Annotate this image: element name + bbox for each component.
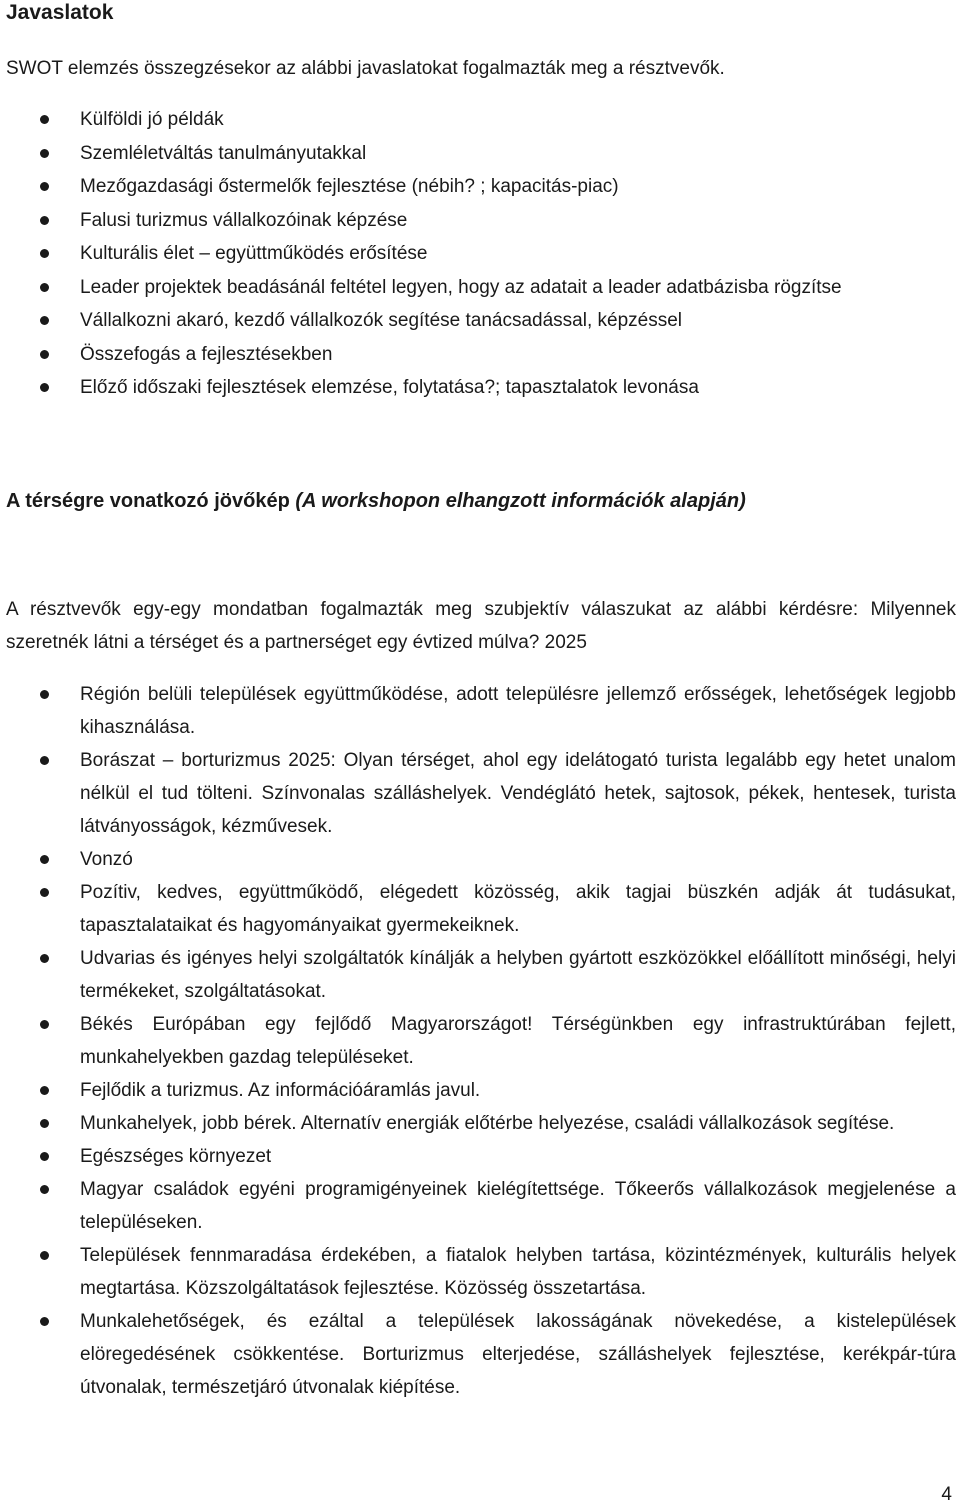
list-item-text: Összefogás a fejlesztésekben	[80, 343, 333, 365]
vision-heading-bold: A térségre vonatkozó jövőkép	[6, 490, 290, 512]
list-item	[0, 1239, 956, 1305]
bullet-icon	[40, 954, 49, 963]
bullet-icon	[40, 316, 49, 325]
list-item	[0, 308, 960, 342]
bullet-icon	[40, 1086, 49, 1095]
list-item-text: Kulturális élet – együttműködés erősítése	[80, 243, 428, 264]
section-heading: Javaslatok	[6, 1, 114, 24]
bullet-icon	[40, 216, 49, 225]
list-item-text: Régión belüli települések együttműködése, adott településre jellemző erősségek, lehetőségek legjobb kihasználása.	[80, 684, 956, 738]
list-item-text: Külföldi jó példák	[80, 109, 224, 130]
list-item-text: Egészséges környezet	[80, 1146, 272, 1167]
list-item	[0, 208, 960, 242]
list-item-text: Mezőgazdasági őstermelők fejlesztése (nébih? ; kapacitás-piac)	[80, 176, 619, 197]
list-item-text: Vállalkozni akaró, kezdő vállalkozók segítése tanácsadással, képzéssel	[80, 310, 682, 331]
bullet-icon	[40, 1185, 49, 1194]
list-item	[0, 843, 956, 876]
vision-heading-italic: (A workshopon elhangzott információk alapján)	[295, 490, 746, 512]
list-item	[0, 107, 960, 141]
bullet-icon	[40, 182, 49, 191]
bullet-icon	[40, 149, 49, 158]
bullet-icon	[40, 1251, 49, 1260]
list-item	[0, 1305, 956, 1404]
list-item	[0, 241, 960, 275]
list-item	[0, 1107, 956, 1140]
proposal-list	[0, 107, 960, 409]
list-item	[0, 141, 960, 175]
bullet-icon	[40, 855, 49, 864]
list-item-text: Békés Európában egy fejlődő Magyarországot! Térségünkben egy infrastruktúrában fejlett, munkahelyekben gazdag településeket.	[80, 1014, 956, 1068]
list-item-text: Települések fennmaradása érdekében, a fiatalok helyben tartása, közintézmények, kulturális helyek megtartása. Közszolgáltatások fejlesztése. Közösség összetartása.	[80, 1245, 956, 1299]
list-item	[0, 942, 956, 1008]
list-item-text: Leader projektek beadásánál feltétel legyen, hogy az adatait a leader adatbázisba rögzítse	[80, 276, 842, 298]
bullet-icon	[40, 115, 49, 124]
bullet-icon	[40, 1152, 49, 1161]
list-item	[0, 174, 960, 208]
list-item-text: Fejlődik a turizmus. Az információáramlás javul.	[80, 1080, 481, 1101]
bullet-icon	[40, 1020, 49, 1029]
list-item-text: Munkahelyek, jobb bérek. Alternatív energiák előtérbe helyezése, családi vállalkozások segítése.	[80, 1113, 895, 1134]
bullet-icon	[40, 1317, 49, 1326]
list-item-text: Vonzó	[80, 849, 133, 870]
list-item	[0, 876, 956, 942]
list-item-text: Előző időszaki fejlesztések elemzése, folytatása?; tapasztalatok levonása	[80, 377, 699, 398]
page-number: 4	[941, 1484, 952, 1505]
list-item-text: Falusi turizmus vállalkozóinak képzése	[80, 209, 408, 231]
bullet-icon	[40, 888, 49, 897]
list-item	[0, 1173, 956, 1239]
bullet-icon	[40, 756, 49, 765]
bullet-icon	[40, 283, 49, 292]
list-item	[0, 744, 956, 843]
list-item	[0, 375, 960, 409]
vision-heading	[6, 487, 746, 515]
bullet-icon	[40, 690, 49, 699]
list-item-text: Udvarias és igényes helyi szolgáltatók kínálják a helyben gyártott eszközökkel előállított minőségi, helyi termékeket, szolgáltatásokat.	[80, 948, 956, 1002]
vision-intro: A résztvevők egy-egy mondatban fogalmazták meg szubjektív válaszukat az alábbi kérdésre: Milyennek szeretnék látni a térséget és a partnerséget egy évtized múlva? 2025	[6, 599, 956, 653]
list-item	[0, 1074, 956, 1107]
list-item	[0, 275, 960, 309]
list-item-text: Munkalehetőségek, és ezáltal a települések lakosságának növekedése, a kistelepülések elöregedésének csökkentése. Borturizmus elterjedése, szálláshelyek fejlesztése, kerékpár-túra útvonalak, természetjáró útvonalak kiépítése.	[80, 1311, 956, 1398]
bullet-icon	[40, 249, 49, 258]
bullet-icon	[40, 350, 49, 359]
list-item-text: Borászat – borturizmus 2025: Olyan térséget, ahol egy idelátogató turista legalább egy hetet unalom nélkül el tud tölteni. Színvonalas szálláshelyek. Vendéglátó hetek, sajtosok, pékek, hentesek, turista látványosságok, kézművesek.	[80, 750, 956, 837]
list-item	[0, 1008, 956, 1074]
list-item	[0, 678, 956, 744]
list-item-text: Pozítiv, kedves, együttműködő, elégedett közösség, akik tagjai büszkén adják át tudásukat, tapasztalataikat és hagyományaikat gyermekeiknek.	[80, 882, 956, 936]
list-item	[0, 342, 960, 376]
list-item-text: Magyar családok egyéni programigényeinek kielégítettsége. Tőkeerős vállalkozások megjelenése a településeken.	[80, 1179, 956, 1233]
vision-list	[0, 678, 960, 1404]
bullet-icon	[40, 383, 49, 392]
intro-text: SWOT elemzés összegzésekor az alábbi javaslatokat fogalmazták meg a résztvevők.	[6, 58, 725, 79]
list-item	[0, 1140, 956, 1173]
list-item-text: Szemléletváltás tanulmányutakkal	[80, 142, 367, 164]
bullet-icon	[40, 1119, 49, 1128]
